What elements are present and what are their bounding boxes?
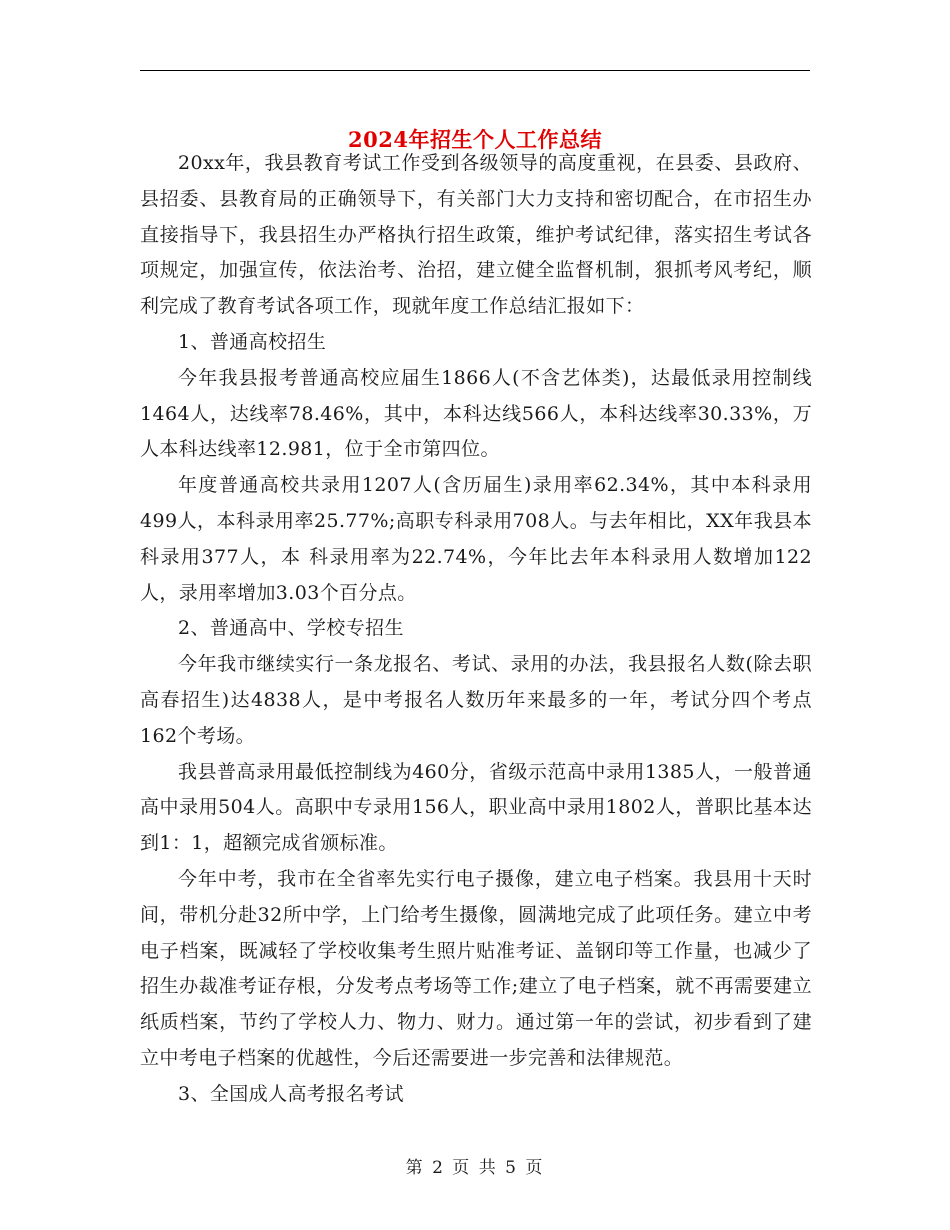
- intro-paragraph: 20xx年，我县教育考试工作受到各级领导的高度重视，在县委、县政府、县招委、县教育局的正确领导下，有关部门大力支持和密切配合，在市招生办直接指导下，我县招生办严格执行招生政策，维护考试纪律，落实招生考试各项规定，加强宣传，依法治考、治招，建立健全监督机制，狠抓考风考纪，顺利完成了教育考试各项工作，现就年度工作总结汇报如下：: [140, 152, 812, 318]
- section-heading-adult-exam: 3、全国成人高考报名考试: [178, 1082, 404, 1105]
- section-heading-college: 1、普通高校招生: [178, 330, 327, 353]
- highschool-registration-paragraph: 今年我市继续实行一条龙报名、考试、录用的办法，我县报名人数(除去职高春招生)达4838人，是中考报名人数历年来最多的一年，考试分四个考点162个考场。: [140, 653, 812, 747]
- college-applicants-paragraph: 今年我县报考普通高校应届生1866人(不含艺体类)，达最低录用控制线1464人，达线率78.46%，其中，本科达线566人，本科达线率30.33%，万人本科达线率12.981，位于全市第四位。: [140, 366, 812, 461]
- electronic-archive-paragraph: 今年中考，我市在全省率先实行电子摄像，建立电子档案。我县用十天时间，带机分赴32所中学，上门给考生摄像，圆满地完成了此项任务。建立中考电子档案，既减轻了学校收集考生照片贴准考证、盖钢印等工作量，也减少了招生办裁准考证存根，分发考点考场等工作;建立了电子档案，就不再需要建立纸质档案，节约了学校人力、物力、财力。通过第一年的尝试，初步看到了建立中考电子档案的优越性，今后还需要进一步完善和法律规范。: [140, 867, 812, 1069]
- highschool-admission-paragraph: 我县普高录用最低控制线为460分，省级示范高中录用1385人，一般普通高中录用504人。高职中专录用156人，职业高中录用1802人，普职比基本达到1：1，超额完成省颁标准。: [140, 760, 812, 855]
- page-number: 第 2 页 共 5 页: [405, 1158, 545, 1178]
- header-rule: [140, 70, 810, 71]
- document-body: [140, 146, 812, 1113]
- college-admission-paragraph: 年度普通高校共录用1207人(含历届生)录用率62.34%，其中本科录用499人，本科录用率25.77%;高职专科录用708人。与去年相比，XX年我县本科录用377人，本 科录用率为22.74%，今年比去年本科录用人数增加122人，录用率增加3.03个百分点。: [140, 474, 812, 604]
- section-heading-highschool: 2、普通高中、学校专招生: [178, 617, 404, 640]
- document-title: 2024年招生个人工作总结: [348, 127, 602, 153]
